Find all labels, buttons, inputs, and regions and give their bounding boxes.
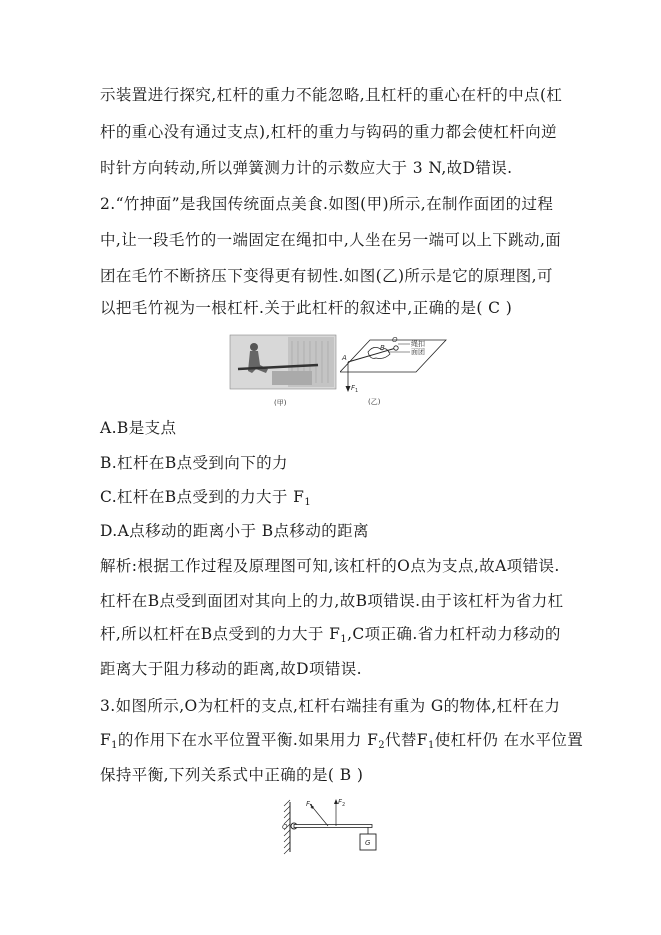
q3-label-f2: F <box>338 798 343 806</box>
q2-analysis-line-3 <box>100 623 561 651</box>
q2-analysis-line-3-pre: 杆,所以杠杆在B点受到的力大于 F <box>100 625 341 643</box>
intro-line-1: 示装置进行探究,杠杆的重力不能忽略,且杠杆的重心在杆的中点(杠 <box>100 86 563 104</box>
q2-stem-line-4: 以把毛竹视为一根杠杆.关于此杠杆的叙述中,正确的是( C ) <box>100 299 513 317</box>
q2-option-d: D.A点移动的距离小于 B点移动的距离 <box>100 522 369 540</box>
figure-jia-caption: (甲) <box>274 399 287 407</box>
figure-yi-caption: (乙) <box>368 398 381 406</box>
q3-label-g: G <box>365 839 371 847</box>
figure-q3-lever <box>280 796 390 858</box>
label-b: B <box>380 344 385 352</box>
q2-analysis-line-4: 距离大于阻力移动的距离,故D项错误. <box>100 660 362 678</box>
q3-label-f1: F <box>306 800 311 808</box>
intro-line-2: 杆的重心没有通过支点),杠杆的重力与钩码的重力都会使杠杆向逆 <box>100 123 557 141</box>
label-a: A <box>342 354 347 362</box>
q2-stem-line-2: 中,让一段毛竹的一端固定在绳扣中,人坐在另一端可以上下跳动,面 <box>100 231 562 249</box>
label-f1: F <box>351 384 356 392</box>
q3-text-c: 代替F <box>385 731 428 749</box>
q2-option-c-text: C.杠杆在B点受到的力大于 F <box>100 488 305 506</box>
q2-option-c-sub: 1 <box>304 497 312 508</box>
label-f1-sub: 1 <box>355 388 359 394</box>
q3-stem-line-1: 3.如图所示,O为杠杆的支点,杠杆右端挂有重为 G的物体,杠杆在力 <box>100 697 561 715</box>
q2-analysis-line-3-post: ,C项正确.省力杠杆动力移动的 <box>347 625 561 643</box>
q3-label-o: O <box>282 823 288 831</box>
q3-f1-a: F <box>100 731 112 749</box>
q2-analysis-line-3-sub: 1 <box>340 634 348 645</box>
q2-stem-line-1: 2.“竹抻面”是我国传统面点美食.如图(甲)所示,在制作面团的过程 <box>100 195 554 213</box>
q3-stem-line-3: 保持平衡,下列关系式中正确的是( B ) <box>100 766 364 784</box>
q3-text-b: 的作用下在水平位置平衡.如果用力 F <box>117 731 379 749</box>
q3-stem-line-2 <box>100 729 583 757</box>
q3-f2-sub: 2 <box>378 740 385 751</box>
intro-line-3: 时针方向转动,所以弹簧测力计的示数应大于 3 N,故D错误. <box>100 159 513 177</box>
q2-analysis-line-1: 解析:根据工作过程及原理图可知,该杠杆的O点为支点,故A项错误. <box>100 557 560 575</box>
figure-yi-diagram <box>340 330 450 410</box>
q3-text-d: 使杠杆仍 在水平位置 <box>434 731 584 749</box>
q3-label-f1-sub: 1 <box>310 804 314 810</box>
q2-option-c <box>100 486 311 514</box>
label-o: O <box>392 336 398 344</box>
label-shengkou: 绳扣 <box>411 340 425 348</box>
q3-label-f2-sub: 2 <box>342 802 346 808</box>
q2-stem-line-3: 团在毛竹不断挤压下变得更有韧性.如图(乙)所示是它的原理图,可 <box>100 267 553 285</box>
figure-jia-photo <box>228 333 338 409</box>
q3-f1-c-sub: 1 <box>427 740 435 751</box>
label-miantuan: 面团 <box>411 348 425 356</box>
q3-f1-a-sub: 1 <box>111 740 118 751</box>
q2-analysis-line-2: 杠杆在B点受到面团对其向上的力,故B项错误.由于该杠杆为省力杠 <box>100 592 564 610</box>
q2-option-a: A.B是支点 <box>100 419 177 437</box>
q2-option-b: B.杠杆在B点受到向下的力 <box>100 454 288 472</box>
